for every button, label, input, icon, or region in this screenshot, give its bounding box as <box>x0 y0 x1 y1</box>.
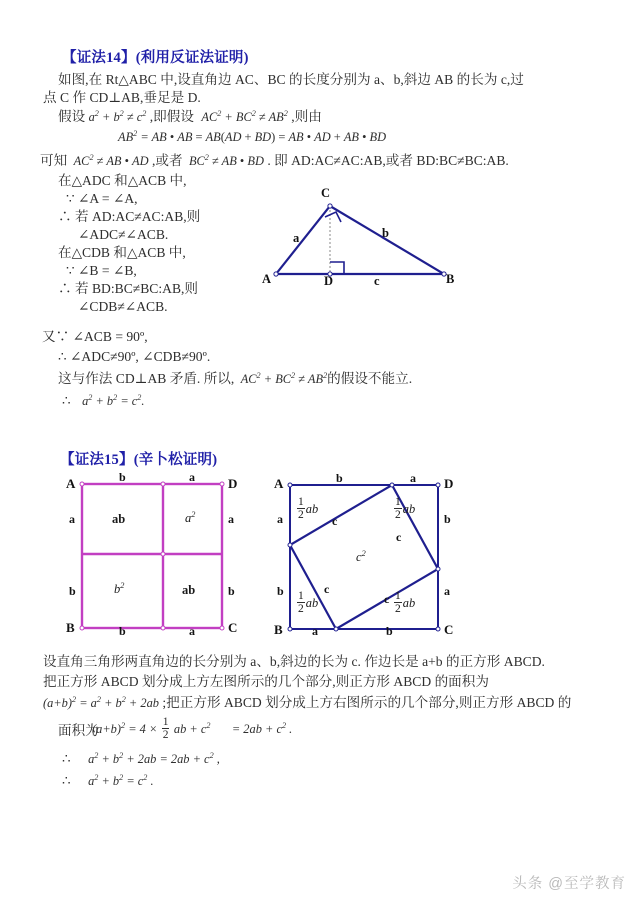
right-edge-dot-top <box>390 483 394 487</box>
proof-14-intro-line-1: 如图,在 Rt△ABC 中,设直角边 AC、BC 的长度分别为 a、b,斜边 AB 的长为 c,过 <box>58 72 524 87</box>
proof-15-body-mid: ;把正方形 ABCD 划分成上方右图所示的几个部分,则正方形 ABCD 的 <box>162 695 572 710</box>
left-square-top-edge-2: a <box>189 470 195 484</box>
result-2-equation: $a^2 + b^2 = c^2$ . <box>88 772 154 788</box>
right-square-top-edge-1: b <box>336 471 343 485</box>
proof-15-body-line-2: 把正方形 ABCD 划分成上方左图所示的几个部分,则正方形 ABCD 的面积为 <box>43 674 489 689</box>
vertex-label-c: C <box>321 186 331 200</box>
vertex-dot-c <box>328 204 332 208</box>
proof-14-heading: 【证法14】(利用反证法证明) <box>62 50 249 66</box>
right-square-hyp-label-1: c <box>332 514 338 528</box>
right-square-bottom-edge-1: a <box>312 624 318 638</box>
left-square-bottom-edge-1: b <box>119 624 126 638</box>
proof-15-equation-row <box>43 694 571 712</box>
proof-14-step-4: ∠ADC≠∠ACB. <box>78 227 169 242</box>
right-corner-dot-d <box>436 483 440 487</box>
right-square-corner-b: B <box>274 622 283 637</box>
proof-14-step-8: ∠CDB≠∠ACB. <box>78 299 168 314</box>
watermark: 头条 @至学教育 <box>512 876 626 892</box>
vertex-label-d: D <box>324 274 334 288</box>
assume-suffix: ,则由 <box>291 109 322 124</box>
conclusion-equation: $AC^2 + BC^2 \ne AB^2$ <box>240 370 328 386</box>
left-corner-dot-a <box>80 482 84 486</box>
right-square-right-edge-2: a <box>444 584 450 598</box>
known-equation-2: $BC^2$ ≠ AB • BD <box>188 152 264 168</box>
left-square-cell-1: ab <box>112 512 126 526</box>
right-square-top-edge-2: a <box>410 471 416 485</box>
right-square-center-label: $c^2$ <box>356 548 366 564</box>
known-prefix: 可知 <box>40 153 68 168</box>
assume-prefix: 假设 <box>58 109 86 124</box>
left-square-left-edge-2: b <box>69 584 76 598</box>
left-square-right-edge-2: b <box>228 584 235 598</box>
left-mid-dot-top <box>161 482 165 486</box>
left-square-corner-c: C <box>228 620 238 635</box>
proof-14-step-3: ∴ 若 AD:AC≠AC:AB,则 <box>58 209 201 224</box>
conclusion-prefix: 这与作法 CD⊥AB 矛盾. 所以, <box>58 371 235 386</box>
known-equation-1: $AC^2$ ≠ AB • AD <box>73 152 149 168</box>
proof-14-angle-line-1: 又∵ ∠ACB = 90º, <box>42 329 148 344</box>
vertex-label-a: A <box>262 272 272 286</box>
proof-15-heading: 【证法15】(辛卜松证明) <box>60 452 218 468</box>
proof-14-step-2: ∵ ∠A = ∠A, <box>66 191 138 206</box>
assume-mid: ,即假设 <box>149 109 194 124</box>
proof-15-eq-left: $(a+b)^2 = a^2 + b^2 + 2ab$ <box>43 694 159 710</box>
right-square-left-edge-1: a <box>277 512 283 526</box>
proof-14-step-6: ∵ ∠B = ∠B, <box>66 263 137 278</box>
left-square-svg <box>58 472 248 642</box>
result-1-equation: $a^2 + b^2 + 2ab = 2ab + c^2$ , <box>88 750 220 766</box>
left-corner-dot-b <box>80 626 84 630</box>
right-square-right-edge-1: b <box>444 512 451 526</box>
left-square-top-edge-1: b <box>119 470 126 484</box>
right-square-area-bottom-left: $\frac{1}{2}$ ab <box>298 590 319 616</box>
proof-14-step-1: 在△ADC 和△ACB 中, <box>58 173 187 188</box>
right-square-corner-d: D <box>444 476 454 491</box>
assume-equation-1: $a^2 + b^2 \ne c^2$ <box>88 108 147 124</box>
left-square-cell-2: $a^2$ <box>185 509 196 525</box>
proof-15-body-line-1: 设直角三角形两直角边的长分别为 a、b,斜边的长为 c. 作边长是 a+b 的正方形 ABCD. <box>43 654 545 669</box>
right-edge-dot-right <box>436 567 440 571</box>
side-label-c: c <box>374 274 380 288</box>
side-label-b: b <box>382 226 389 240</box>
proof-14-known-line <box>40 152 509 170</box>
right-square-area-top-left: $\frac{1}{2}$ ab <box>298 496 319 522</box>
right-square-area-bottom-right: $\frac{1}{2}$ ab <box>395 590 416 616</box>
proof-14-conclusion-line <box>58 370 412 388</box>
right-square-hyp-label-2: c <box>396 530 402 544</box>
result-1-prefix: ∴ <box>62 751 71 766</box>
proof-14-assumption-line <box>58 108 322 126</box>
left-corner-dot-d <box>220 482 224 486</box>
proof-15-result-2 <box>62 772 154 790</box>
left-corner-dot-c <box>220 626 224 630</box>
left-square-cell-3: $b^2$ <box>114 580 125 596</box>
right-square-corner-c: C <box>444 622 454 637</box>
right-square-figure <box>268 472 463 644</box>
left-square-outline <box>82 484 222 628</box>
right-edge-dot-left <box>288 543 292 547</box>
right-corner-dot-c <box>436 627 440 631</box>
final-equation: $a^2 + b^2 = c^2$. <box>82 392 145 408</box>
left-mid-dot-bottom <box>161 626 165 630</box>
right-square-hyp-label-4: c <box>384 592 390 606</box>
left-square-left-edge-1: a <box>69 512 75 526</box>
vertex-dot-a <box>274 272 278 276</box>
right-corner-dot-b <box>288 627 292 631</box>
right-angle-marker-d <box>330 262 344 274</box>
left-square-figure <box>58 472 248 642</box>
triangle-figure <box>262 186 462 296</box>
triangle-outline <box>276 206 444 274</box>
proof-14-step-5: 在△CDB 和△ACB 中, <box>58 245 186 260</box>
right-square-bottom-edge-2: b <box>386 624 393 638</box>
left-square-cell-4: ab <box>182 583 196 597</box>
left-square-bottom-edge-2: a <box>189 624 195 638</box>
left-square-corner-d: D <box>228 476 238 491</box>
final-prefix: ∴ <box>62 393 71 408</box>
left-square-corner-a: A <box>66 476 76 491</box>
left-square-corner-b: B <box>66 620 75 635</box>
vertex-label-b: B <box>446 272 455 286</box>
assume-equation-2: $AC^2 + BC^2 \ne AB^2$ <box>201 108 288 124</box>
left-center-dot <box>161 552 165 556</box>
right-corner-dot-a <box>288 483 292 487</box>
side-label-a: a <box>293 231 300 245</box>
triangle-svg <box>262 186 462 296</box>
right-square-hyp-label-3: c <box>324 582 330 596</box>
proof-14-step-7: ∴ 若 BD:BC≠BC:AB,则 <box>58 281 199 296</box>
proof-15-result-1 <box>62 750 220 768</box>
known-mid: ,或者 <box>151 153 183 168</box>
right-angle-marker-c <box>325 212 341 222</box>
conclusion-suffix: 的假设不能立. <box>327 371 413 386</box>
right-square-corner-a: A <box>274 476 284 491</box>
result-2-prefix: ∴ <box>62 773 71 788</box>
proof-14-angle-line-2: ∴ ∠ADC≠90º, ∠CDB≠90º. <box>58 349 211 364</box>
proof-14-intro-line-2: 点 C 作 CD⊥AB,垂足是 D. <box>43 90 201 105</box>
right-square-area-top-right: $\frac{1}{2}$ ab <box>395 496 416 522</box>
right-edge-dot-bottom <box>334 627 338 631</box>
proof-15-area-equation: $(a+b)^2 = 4$ × $\frac{1}{2}$ ab + $c^2 = 2ab + c^2$ . <box>92 716 293 742</box>
right-square-left-edge-2: b <box>277 584 284 598</box>
proof-15-area-prefix: 面积为 <box>58 723 99 738</box>
known-suffix: . 即 AD:AC≠AC:AB,或者 BD:BC≠BC:AB. <box>267 153 509 168</box>
proof-14-display-equation: $AB^2$ = AB • AB = AB(AD + BD) = AB • AD + AB • BD <box>118 128 387 144</box>
proof-14-final-line <box>62 392 144 410</box>
left-square-right-edge-1: a <box>228 512 234 526</box>
proof-15-area-equation-tail: = $2ab + c^2$ . <box>231 720 293 736</box>
